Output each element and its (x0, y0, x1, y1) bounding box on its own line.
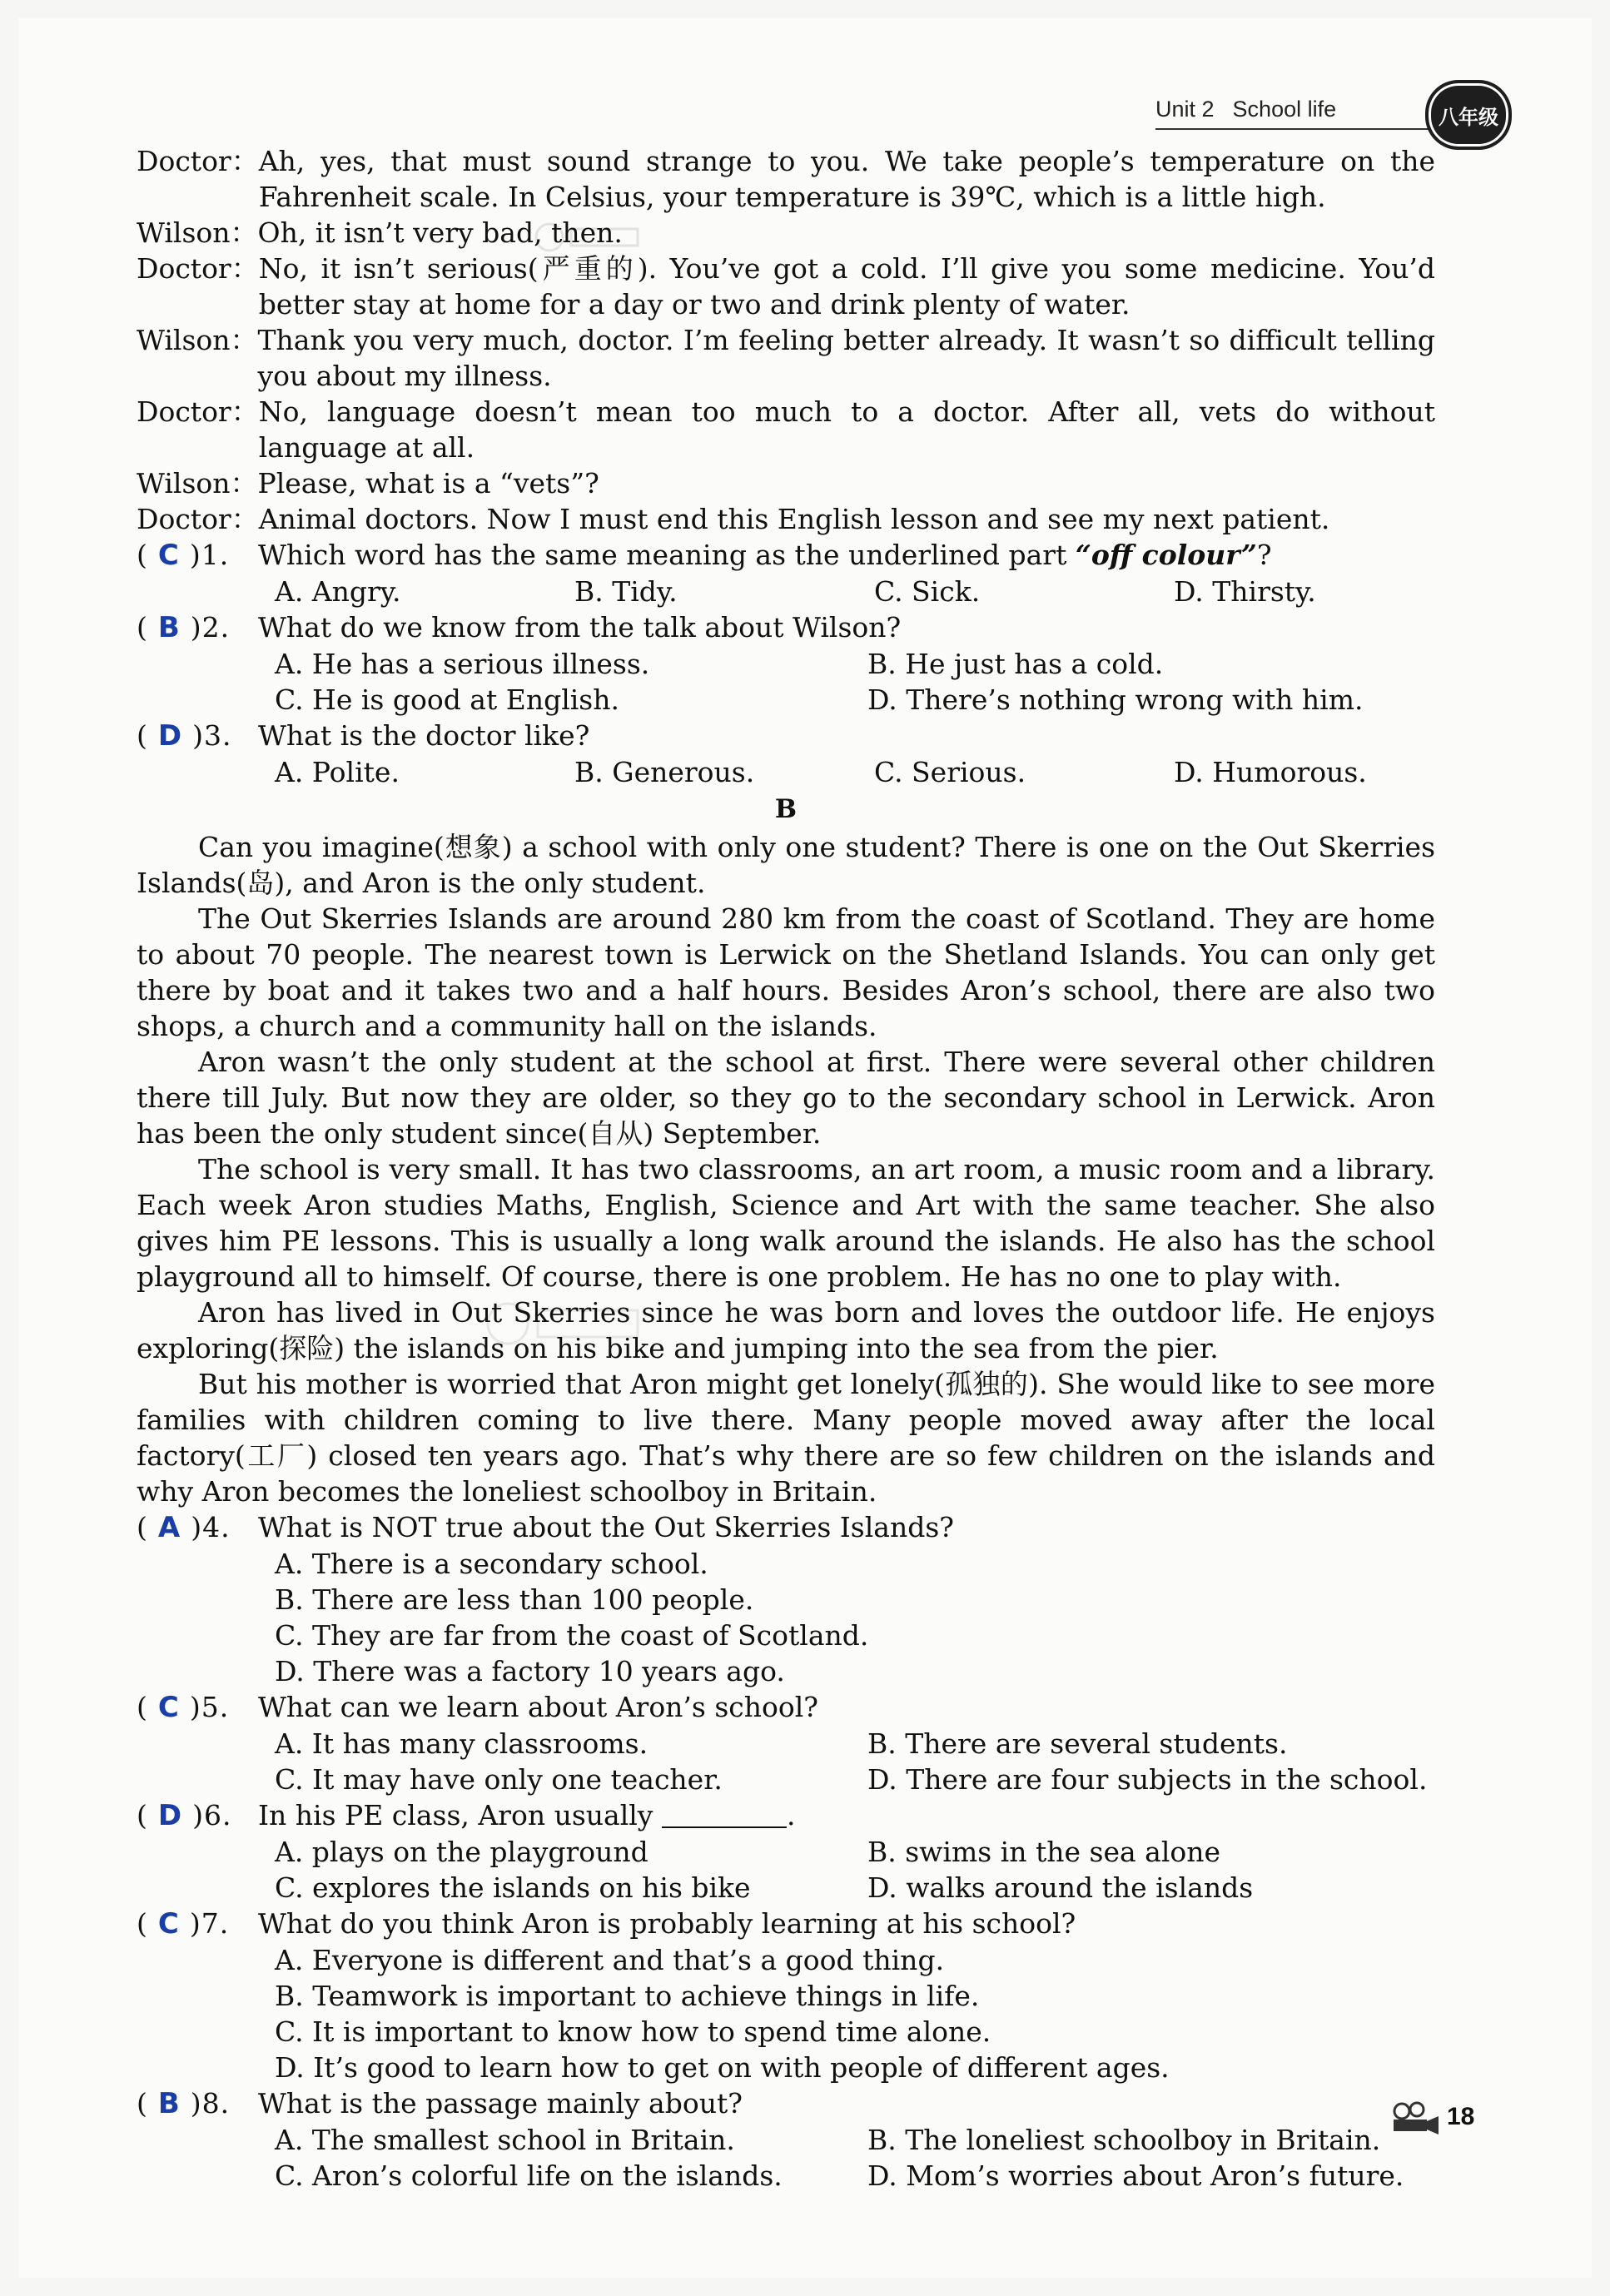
stem-text: What do you think Aron is probably learning at his school? (258, 1907, 1076, 1940)
passage-paragraph: But his mother is worried that Aron might get lonely(孤独的). She would like to see more families with children coming to live there. Many people moved away after the local factory(工厂) closed ten years ago. That’s why there are so few children on the islands and why Aron becomes the loneliest schoolboy in Britain. (137, 1368, 1435, 1508)
grade-badge (1425, 80, 1512, 150)
options-group (137, 574, 1435, 609)
stem-text: What do we know from the talk about Wilson? (258, 611, 902, 644)
answer-bracket: ( A )4. (137, 1511, 231, 1544)
unit-label: Unit 2 (1155, 97, 1215, 122)
answer-choice: A (157, 1511, 181, 1544)
answer-choice: D (157, 1799, 183, 1832)
answer-choice: B (157, 611, 181, 644)
option-item: D. It’s good to learn how to get on with people of different ages. (275, 2051, 1170, 2084)
utterance-text: Oh, it isn’t very bad, then. (257, 216, 623, 249)
answer-bracket: ( B )2. (137, 611, 231, 644)
question-number: 3. (203, 719, 232, 752)
film-camera-icon (1390, 2101, 1440, 2134)
speaker-label: Wilson： (137, 324, 258, 356)
stem-text: What is the doctor like? (258, 719, 590, 752)
question-row (137, 537, 1435, 574)
page-footer (1390, 2098, 1490, 2139)
question-stem (258, 1797, 1435, 1834)
utterance-text: Thank you very much, doctor. I’m feeling better already. It wasn’t so difficult telling you about my illness. (257, 324, 1435, 392)
option-item: A. Polite. (275, 756, 400, 788)
option-item: D. There’s nothing wrong with him. (867, 683, 1364, 716)
option-item: A. plays on the playground (275, 1836, 648, 1868)
dialogue-line (137, 143, 1435, 215)
passage-paragraph: The Out Skerries Islands are around 280 km from the coast of Scotland. They are home to about 70 people. The nearest town is Lerwick on the Shetland Islands. You can only get there by boat and it takes two and a half hours. Besides Aron’s school, there are also two shops, a church and a community hall on the islands. (137, 902, 1435, 1042)
answer-choice: C (157, 1907, 180, 1941)
option-item: B. Generous. (574, 756, 755, 788)
questions-section-a (137, 537, 1435, 790)
utterance-text: No, it isn’t serious(严重的). You’ve got a cold. I’ll give you some medicine. You’d better stay at home for a day or two and drink plenty of water. (258, 252, 1435, 321)
question-row (137, 1906, 1435, 1942)
header-rule (1155, 128, 1450, 130)
dialogue-line (137, 394, 1435, 465)
question-number: 4. (202, 1511, 231, 1543)
option-item: C. It is important to know how to spend time alone. (275, 2015, 991, 2048)
utterance-text: No, language doesn’t mean too much to a doctor. After all, vets do without language at all. (258, 395, 1435, 464)
speaker-label: Wilson： (137, 467, 258, 499)
options-group (137, 1942, 1435, 2085)
passage-paragraph: Aron has lived in Out Skerries since he was born and loves the outdoor life. He enjoys exploring(探险) the islands on his bike and jumping into the sea from the pier. (137, 1296, 1435, 1364)
grade-badge-label: 八年级 (1439, 105, 1498, 129)
stem-tail: ? (1256, 539, 1272, 571)
option-item: B. Teamwork is important to achieve things in life. (275, 1980, 980, 2012)
question-stem (258, 609, 1435, 646)
question-row (137, 1509, 1435, 1546)
option-item: C. He is good at English. (275, 683, 619, 716)
stem-text: Which word has the same meaning as the underlined part (258, 539, 1076, 571)
passage-b (137, 829, 1435, 1509)
options-group (137, 646, 1435, 718)
option-item: A. He has a serious illness. (275, 648, 650, 680)
answer-choice: B (157, 2087, 181, 2120)
answer-bracket: ( B )8. (137, 2087, 231, 2120)
options-group (137, 1546, 1435, 1689)
option-item: B. There are less than 100 people. (275, 1583, 754, 1616)
passage-paragraph: Can you imagine(想象) a school with only one student? There is one on the Out Skerries Islands(岛), and Aron is the only student. (137, 831, 1435, 899)
option-item: D. walks around the islands (867, 1871, 1254, 1904)
question-row (137, 1689, 1435, 1726)
header-text (1155, 97, 1354, 122)
passage-paragraph: The school is very small. It has two classrooms, an art room, a music room and a library. Each week Aron studies Maths, English, Science and Art with the same teacher. She also gives him PE lessons. This is usually a long walk around the islands. He also has the school playground all to himself. Of course, there is one problem. He has no one to play with. (137, 1153, 1435, 1293)
passage-paragraph: Aron wasn’t the only student at the school at first. There were several other children there till July. But now they are older, so they go to the secondary school in Lerwick. Aron has been the only student since(自从) September. (137, 1046, 1435, 1150)
option-item: A. The smallest school in Britain. (275, 2124, 735, 2156)
question-number: 2. (201, 611, 231, 644)
option-item: B. Tidy. (574, 575, 678, 608)
option-item: D. Thirsty. (1174, 575, 1316, 608)
utterance-text: Animal doctors. Now I must end this English lesson and see my next patient. (258, 503, 1330, 535)
dialogue (137, 143, 1435, 537)
question-number: 6. (203, 1799, 232, 1831)
question-stem (258, 537, 1435, 574)
option-item: D. There was a factory 10 years ago. (275, 1655, 785, 1687)
dialogue-line (137, 251, 1435, 322)
stem-text: What is the passage mainly about? (258, 2087, 743, 2120)
stem-text: What is NOT true about the Out Skerries Islands? (258, 1511, 954, 1543)
page-number: 18 (1447, 2103, 1475, 2130)
speaker-label: Doctor： (137, 503, 259, 535)
option-item: A. It has many classrooms. (275, 1727, 648, 1760)
option-item: C. Sick. (874, 575, 981, 608)
dialogue-line (137, 215, 1435, 251)
utterance-text: Ah, yes, that must sound strange to you. We take people’s temperature on the Fahrenheit scale. In Celsius, your temperature is 39℃, which is a little high. (258, 145, 1435, 213)
speaker-label: Doctor： (137, 252, 259, 285)
options-group (137, 1726, 1435, 1797)
answer-choice: C (157, 539, 180, 572)
question-stem (258, 1509, 1435, 1546)
speaker-label: Doctor： (137, 395, 259, 428)
speaker-label: Doctor： (137, 145, 259, 177)
options-group (137, 2122, 1435, 2194)
answer-bracket: ( C )5. (137, 1691, 230, 1724)
answer-choice: D (157, 719, 183, 753)
answer-bracket: ( C )1. (137, 539, 230, 572)
question-stem (258, 1689, 1435, 1726)
option-item: D. There are four subjects in the school. (867, 1763, 1428, 1796)
dialogue-line (137, 501, 1435, 537)
speaker-label: Wilson： (137, 216, 258, 249)
answer-bracket: ( D )3. (137, 719, 232, 753)
option-item: B. There are several students. (867, 1727, 1288, 1760)
option-item: C. It may have only one teacher. (275, 1763, 723, 1796)
option-item: D. Mom’s worries about Aron’s future. (867, 2159, 1404, 2192)
stem-tail: . (786, 1799, 796, 1831)
option-item: C. Aron’s colorful life on the islands. (275, 2159, 783, 2192)
option-item: C. Serious. (874, 756, 1026, 788)
page-content (137, 143, 1435, 2194)
options-group (137, 1834, 1435, 1906)
question-row (137, 1797, 1435, 1834)
stem-text: In his PE class, Aron usually (258, 1799, 653, 1831)
option-item: B. The loneliest schoolboy in Britain. (867, 2124, 1381, 2156)
dialogue-line (137, 322, 1435, 394)
section-b-title: B (774, 794, 798, 824)
option-item: C. explores the islands on his bike (275, 1871, 751, 1904)
question-row (137, 609, 1435, 646)
question-number: 1. (201, 539, 230, 571)
questions-section-b (137, 1509, 1435, 2194)
options-group (137, 754, 1435, 790)
option-item: A. There is a secondary school. (275, 1548, 708, 1580)
question-number: 5. (201, 1691, 230, 1723)
question-row (137, 718, 1435, 754)
question-number: 7. (201, 1907, 230, 1940)
answer-choice: C (157, 1691, 180, 1724)
utterance-text: Please, what is a “vets”? (257, 467, 599, 499)
dialogue-line (137, 465, 1435, 501)
question-stem (258, 718, 1435, 754)
option-item: C. They are far from the coast of Scotland. (275, 1619, 869, 1652)
option-item: A. Angry. (275, 575, 401, 608)
stem-emphasis: “off colour” (1075, 539, 1257, 571)
question-stem (258, 2085, 1435, 2122)
stem-text: What can we learn about Aron’s school? (258, 1691, 819, 1723)
option-item: B. swims in the sea alone (867, 1836, 1221, 1868)
question-stem (258, 1906, 1435, 1942)
question-row (137, 2085, 1435, 2122)
question-number: 8. (201, 2087, 231, 2120)
answer-bracket: ( C )7. (137, 1907, 230, 1941)
option-item: B. He just has a cold. (867, 648, 1164, 680)
option-item: D. Humorous. (1174, 756, 1367, 788)
answer-blank (662, 1802, 787, 1828)
option-item: A. Everyone is different and that’s a good thing. (275, 1944, 945, 1976)
answer-bracket: ( D )6. (137, 1799, 232, 1832)
unit-title: School life (1232, 97, 1337, 122)
